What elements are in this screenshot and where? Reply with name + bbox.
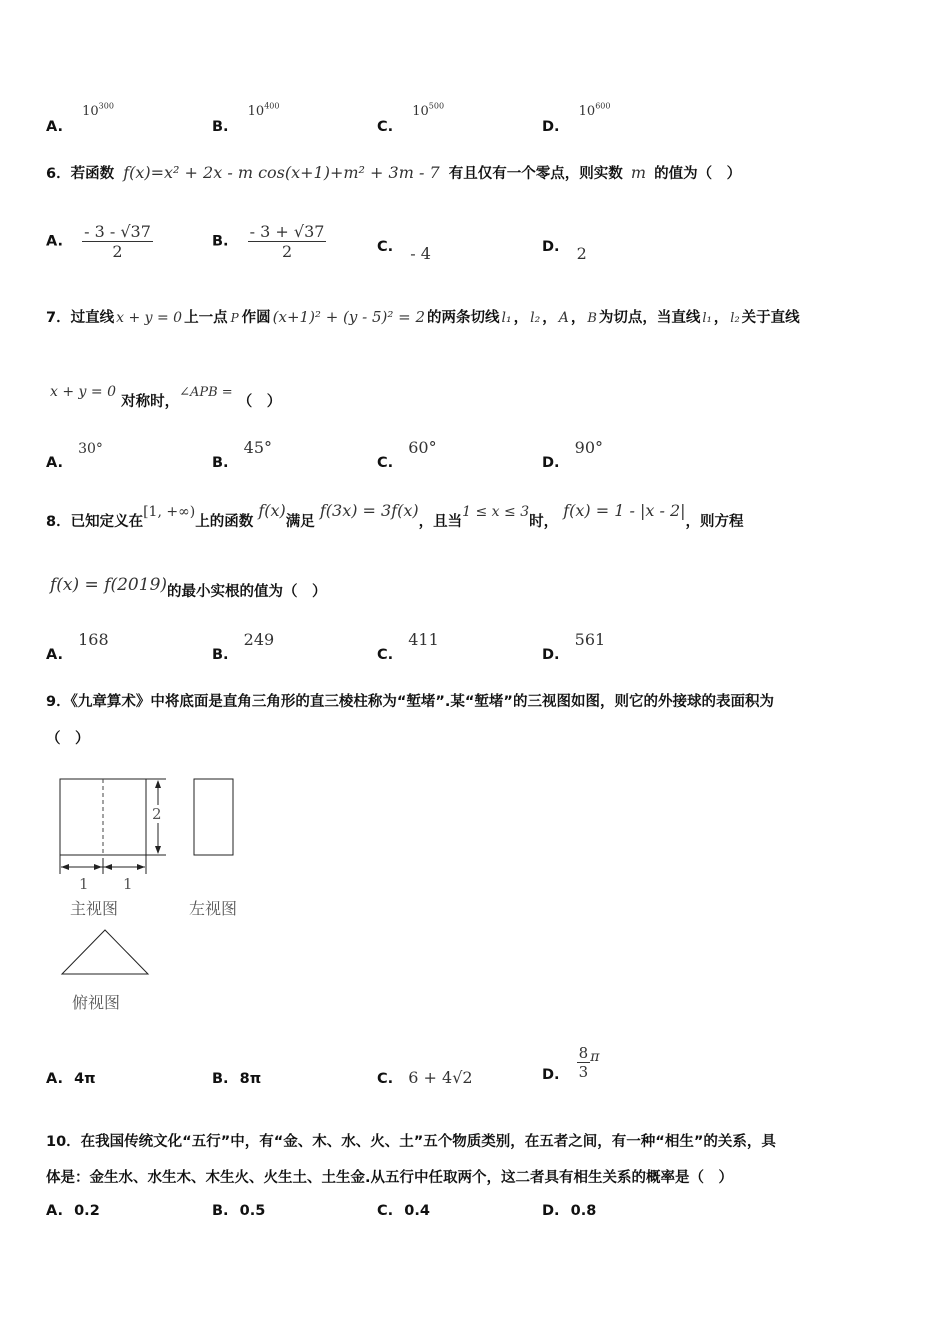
arrow-left-icon — [104, 864, 112, 870]
q8-range: 1 ≤ x ≤ 3 — [462, 504, 530, 520]
top-view-triangle — [62, 930, 148, 974]
option-value: 90° — [574, 438, 603, 457]
option-exponent: 500 — [428, 101, 445, 111]
q10-option-b[interactable] — [212, 1200, 265, 1219]
q7-point-a: A — [558, 310, 569, 326]
width-dimension-label-1: 1 — [79, 875, 89, 893]
q7-text: 7．过直线 — [46, 310, 115, 326]
option-pi: π — [590, 1049, 600, 1065]
q10-option-c[interactable] — [377, 1200, 430, 1219]
q6-prefix: 6．若函数 — [46, 166, 115, 182]
option-fraction — [82, 222, 153, 261]
q9-option-b[interactable] — [212, 1068, 261, 1087]
fraction-numerator: 8 — [578, 1044, 589, 1062]
q8-option-b[interactable] — [212, 630, 275, 663]
q7-line-eq: x + y = 0 — [50, 384, 116, 400]
q7-text: 作圆 — [241, 310, 271, 326]
q8-text: ，且当 — [418, 514, 463, 530]
option-value: 10 — [82, 104, 99, 119]
q8-text: 的最小实根的值为（ ） — [167, 584, 327, 600]
option-label: D. — [542, 1203, 560, 1219]
option-label: C. — [377, 1071, 394, 1087]
option-value: 0.5 — [239, 1203, 266, 1219]
q8-text: 时， — [529, 514, 559, 530]
q7-l1: l₁ — [501, 310, 512, 326]
q7-option-a[interactable] — [46, 438, 103, 471]
option-value: 45° — [243, 438, 273, 457]
option-exponent: 300 — [98, 101, 114, 111]
fraction-numerator: - 3 - √37 — [84, 222, 151, 241]
q7-text: 为切点，当直线 — [598, 310, 701, 326]
option-value: 10 — [247, 104, 265, 119]
arrow-up-icon — [155, 780, 161, 788]
q10-option-a[interactable] — [46, 1200, 100, 1219]
option-label: A. — [46, 1071, 63, 1087]
q5-option-a[interactable] — [46, 100, 114, 135]
front-view-label: 主视图 — [70, 899, 119, 918]
option-label: A. — [46, 455, 63, 471]
width-dimension-label-2: 1 — [123, 875, 133, 893]
left-view-label: 左视图 — [189, 899, 238, 918]
arrow-right-icon — [137, 864, 145, 870]
q6-suffix1: 有且仅有一个零点，则实数 — [448, 166, 623, 182]
option-label: D. — [542, 455, 560, 471]
q9-answer-bracket: （ ） — [46, 731, 90, 747]
q7-stem-line2 — [50, 380, 282, 410]
option-label: A. — [46, 647, 63, 663]
left-view-rect — [194, 779, 233, 855]
q6-options — [46, 222, 906, 274]
q10-text: 10．在我国传统文化“五行”中，有“金、木、水、火、土”五个物质类别，在五者之间，有一种“相生”的关系，具 — [46, 1134, 776, 1150]
top-view-label: 俯视图 — [72, 993, 121, 1012]
option-value: 60° — [408, 438, 437, 457]
option-label: C. — [377, 239, 394, 255]
q8-interval: [1, +∞) — [143, 504, 196, 520]
q5-options — [46, 100, 906, 136]
q8-text: 满足 — [285, 514, 315, 530]
height-dimension-label: 2 — [152, 805, 162, 823]
option-label: C. — [377, 1203, 394, 1219]
q8-text: 8．已知定义在 — [46, 514, 144, 530]
option-value: 561 — [574, 630, 606, 649]
q8-stem-line2 — [50, 574, 327, 600]
q7-l2: l₂ — [730, 311, 740, 326]
q7-comma: ， — [542, 310, 557, 326]
option-label: C. — [377, 119, 394, 135]
option-value: 0.8 — [570, 1203, 597, 1219]
q8-definition: f(x) = 1 - |x - 2| — [563, 501, 686, 520]
q7-answer-bracket: （ ） — [237, 394, 282, 410]
q8-options — [46, 630, 906, 664]
q9-option-d[interactable] — [542, 1044, 599, 1081]
q7-text: 上一点 — [184, 310, 228, 326]
option-label: C. — [377, 455, 394, 471]
q6-function: f(x)=x² + 2x - m cos(x+1)+m² + 3m - 7 — [123, 163, 440, 182]
q10-option-d[interactable] — [542, 1200, 596, 1219]
option-label: B. — [212, 647, 229, 663]
q6-option-a[interactable] — [46, 222, 153, 261]
option-label: D. — [542, 239, 560, 255]
q10-stem-line2 — [46, 1166, 733, 1187]
option-label: A. — [46, 119, 63, 135]
q8-condition: f(3x) = 3f(x) — [319, 501, 419, 520]
q7-stem-line1 — [46, 306, 800, 327]
q10-text: 体是：金生水、水生木、木生火、火生土、土生金.从五行中任取两个，这二者具有相生关系的概率是（ ） — [46, 1170, 734, 1186]
option-label: B. — [212, 233, 229, 250]
option-fraction — [577, 1044, 591, 1081]
arrow-down-icon — [155, 846, 161, 854]
option-value: 4π — [74, 1071, 96, 1087]
q9-option-a[interactable] — [46, 1068, 96, 1087]
q6-stem — [46, 162, 741, 183]
q10-options — [46, 1200, 906, 1224]
q7-line-eq: x + y = 0 — [116, 310, 183, 326]
q7-angle: ∠APB = — [179, 385, 233, 400]
q7-comma: ， — [513, 310, 529, 326]
fraction-denominator: 2 — [281, 242, 293, 261]
q6-option-c[interactable] — [377, 236, 431, 263]
q7-option-b[interactable] — [212, 438, 273, 471]
q8-text: ，则方程 — [685, 514, 744, 530]
q8-option-a[interactable] — [46, 630, 109, 663]
option-value: 6 + 4√2 — [408, 1068, 473, 1087]
arrow-left-icon — [61, 864, 69, 870]
q5-option-b[interactable] — [212, 100, 280, 135]
q9-stem-line2 — [46, 727, 90, 748]
q8-option-d[interactable] — [542, 630, 606, 663]
option-value: 10 — [412, 104, 429, 119]
option-value: 0.2 — [74, 1203, 100, 1219]
q8-fx: f(x) — [258, 501, 286, 520]
option-label: C. — [377, 647, 394, 663]
q5-option-d[interactable] — [542, 100, 611, 135]
q7-l1: l₁ — [702, 311, 712, 326]
option-label: B. — [212, 455, 229, 471]
q7-text: 关于直线 — [741, 310, 800, 326]
q6-option-b[interactable] — [212, 222, 326, 261]
q6-suffix2: 的值为（ ） — [654, 166, 742, 182]
q8-text: 上的函数 — [195, 514, 254, 530]
option-value: 30° — [78, 441, 103, 457]
option-label: A. — [46, 233, 63, 250]
option-value: 10 — [578, 104, 596, 119]
option-exponent: 600 — [595, 101, 611, 111]
option-value: 411 — [408, 630, 439, 649]
option-fraction — [248, 222, 327, 261]
option-label: D. — [542, 647, 560, 663]
option-value: 2 — [576, 244, 587, 263]
option-value: 168 — [78, 630, 109, 649]
q10-stem-line1 — [46, 1130, 776, 1151]
q7-point-b: B — [587, 311, 597, 326]
q9-stem-line1 — [46, 690, 774, 711]
option-label: D. — [542, 1067, 560, 1083]
option-label: B. — [212, 1071, 229, 1087]
option-label: D. — [542, 119, 560, 135]
q8-equation: f(x) = f(2019) — [50, 575, 168, 595]
q6-var: m — [630, 163, 647, 182]
q8-stem-line1 — [46, 500, 744, 530]
q9-options — [46, 1044, 906, 1090]
q7-point-p: P — [230, 311, 239, 325]
q9-text: 9．《九章算术》中将底面是直角三角形的直三棱柱称为“堑堵”.某“堑堵”的三视图如图，则它的外接球的表面积为 — [46, 694, 774, 710]
option-value: 8π — [239, 1071, 262, 1087]
q6-option-d[interactable] — [542, 236, 587, 263]
q9-option-c[interactable] — [377, 1068, 473, 1087]
q5-option-c[interactable] — [377, 100, 445, 135]
q7-circle-eq: (x+1)² + (y - 5)² = 2 — [272, 308, 426, 326]
q7-option-c[interactable] — [377, 438, 437, 471]
q7-text: 对称时， — [121, 394, 180, 410]
q8-option-c[interactable] — [377, 630, 439, 663]
fraction-denominator: 2 — [112, 242, 123, 261]
option-value: 249 — [243, 630, 275, 649]
q9-three-view-figure — [50, 770, 270, 1020]
fraction-numerator: - 3 + √37 — [249, 222, 325, 241]
q7-comma: ， — [570, 310, 586, 326]
option-exponent: 400 — [264, 101, 280, 111]
q7-text: 的两条切线 — [427, 310, 500, 326]
option-value: 0.4 — [404, 1203, 430, 1219]
q7-options — [46, 438, 906, 472]
option-label: B. — [212, 1203, 229, 1219]
q7-comma: ， — [713, 310, 729, 326]
q7-l2: l₂ — [530, 310, 541, 326]
option-label: A. — [46, 1203, 63, 1219]
fraction-denominator: 3 — [578, 1063, 589, 1081]
arrow-right-icon — [94, 864, 102, 870]
option-value: - 4 — [410, 244, 431, 263]
q7-option-d[interactable] — [542, 438, 603, 471]
option-label: B. — [212, 119, 229, 135]
